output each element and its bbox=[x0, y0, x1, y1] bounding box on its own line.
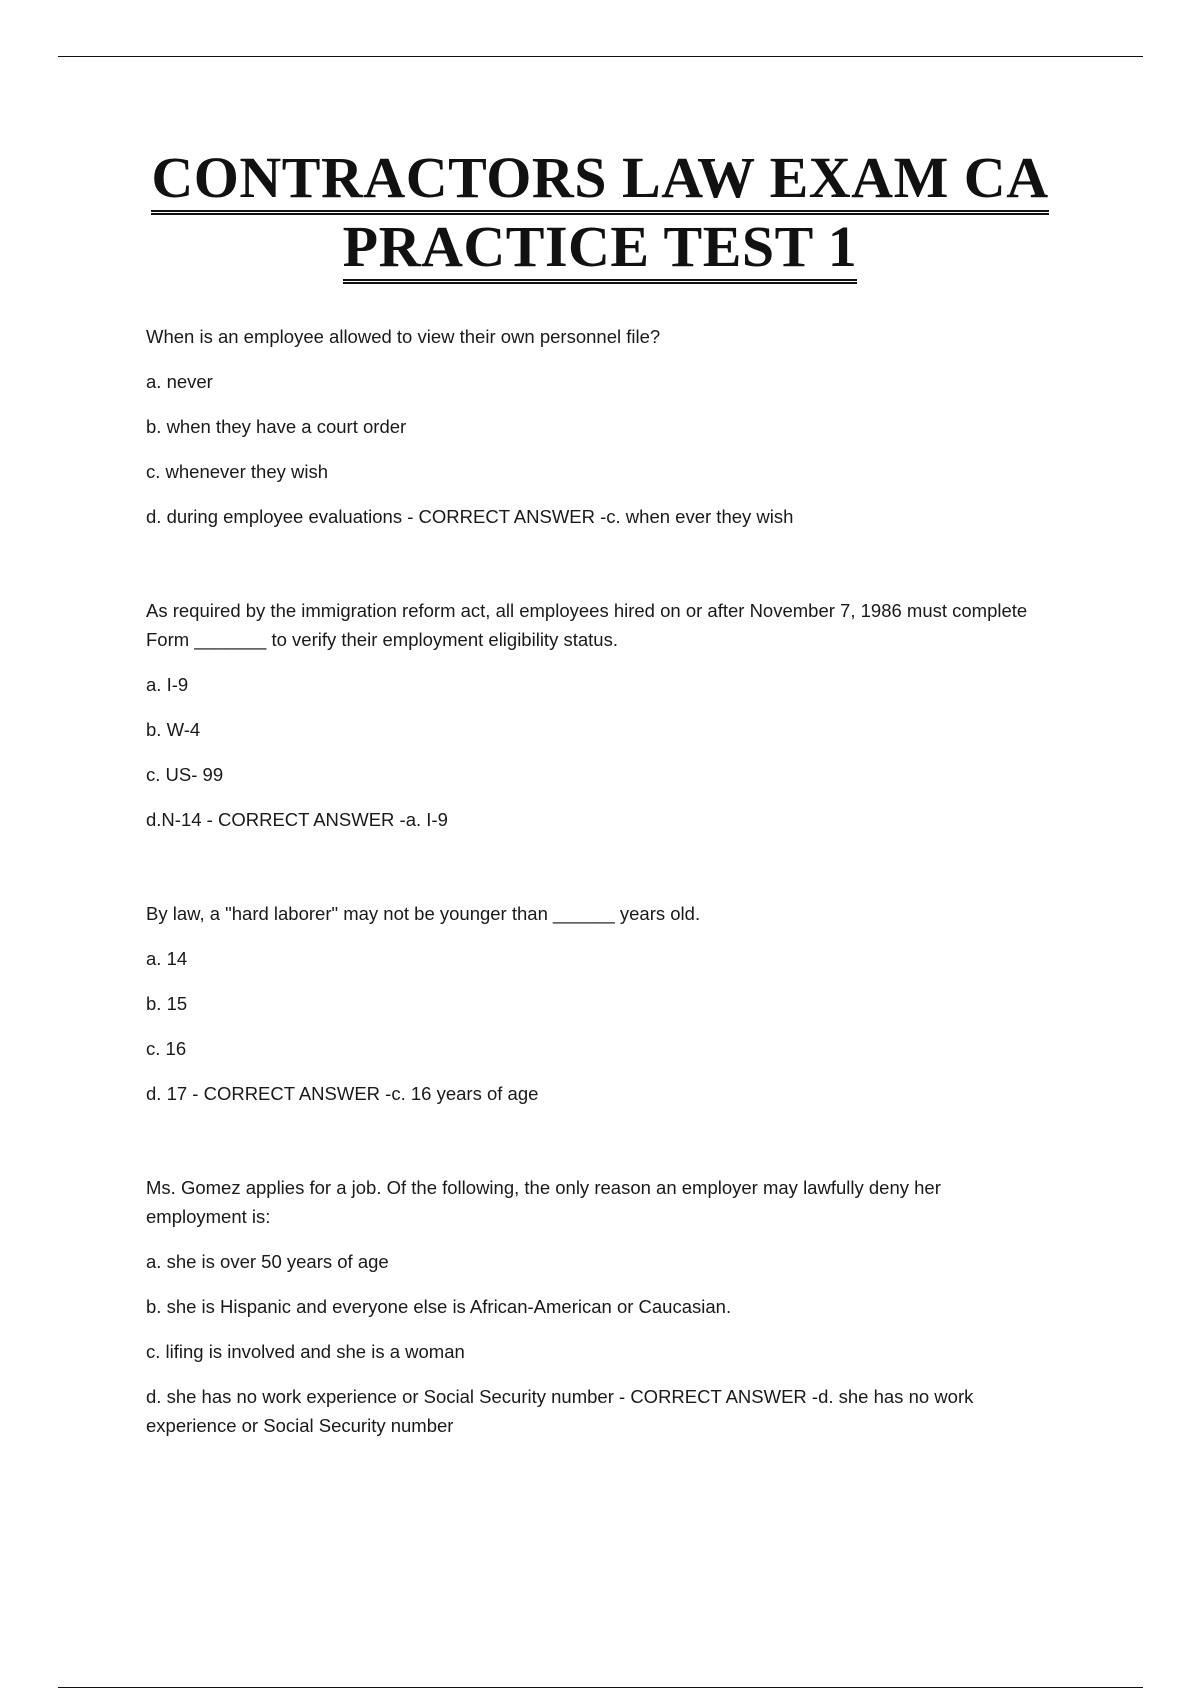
option-c: c. lifing is involved and she is a woman bbox=[146, 1341, 465, 1362]
option-d-with-answer: d.N-14 - CORRECT ANSWER -a. I-9 bbox=[146, 809, 448, 830]
question-text: Ms. Gomez applies for a job. Of the following, the only reason an employer may lawfully deny her employment is: bbox=[146, 1177, 941, 1227]
option-b: b. 15 bbox=[146, 993, 188, 1014]
option-b: b. she is Hispanic and everyone else is African-American or Caucasian. bbox=[146, 1296, 732, 1317]
option-b: b. when they have a court order bbox=[146, 416, 407, 437]
option-a: a. she is over 50 years of age bbox=[146, 1251, 389, 1272]
question-4 bbox=[146, 1173, 1046, 1440]
option-a: a. never bbox=[146, 371, 213, 392]
option-c: c. US- 99 bbox=[146, 764, 224, 785]
document-title bbox=[0, 145, 1200, 286]
option-c: c. 16 bbox=[146, 1038, 187, 1059]
option-c: c. whenever they wish bbox=[146, 461, 329, 482]
top-rule bbox=[58, 56, 1143, 57]
bottom-rule bbox=[58, 1687, 1143, 1688]
question-2 bbox=[146, 596, 1046, 834]
option-b: b. W-4 bbox=[146, 719, 201, 740]
question-text: By law, a "hard laborer" may not be younger than ______ years old. bbox=[146, 903, 701, 924]
question-list bbox=[146, 322, 1046, 1456]
question-1 bbox=[146, 322, 1046, 531]
option-a: a. 14 bbox=[146, 948, 188, 969]
option-d-with-answer: d. she has no work experience or Social Security number - CORRECT ANSWER -d. she has no work experience or Social Security number bbox=[146, 1386, 974, 1436]
option-d-with-answer: d. during employee evaluations - CORRECT ANSWER -c. when ever they wish bbox=[146, 506, 794, 527]
question-3 bbox=[146, 899, 1046, 1108]
option-d-with-answer: d. 17 - CORRECT ANSWER -c. 16 years of age bbox=[146, 1083, 539, 1104]
title-line-1: CONTRACTORS LAW EXAM CA bbox=[151, 148, 1048, 215]
title-line-2: PRACTICE TEST 1 bbox=[343, 217, 858, 284]
option-a: a. I-9 bbox=[146, 674, 189, 695]
question-text: As required by the immigration reform act, all employees hired on or after November 7, 1986 must complete Form _______ to verify their employment eligibility status. bbox=[146, 600, 1028, 650]
question-text: When is an employee allowed to view their own personnel file? bbox=[146, 326, 661, 347]
